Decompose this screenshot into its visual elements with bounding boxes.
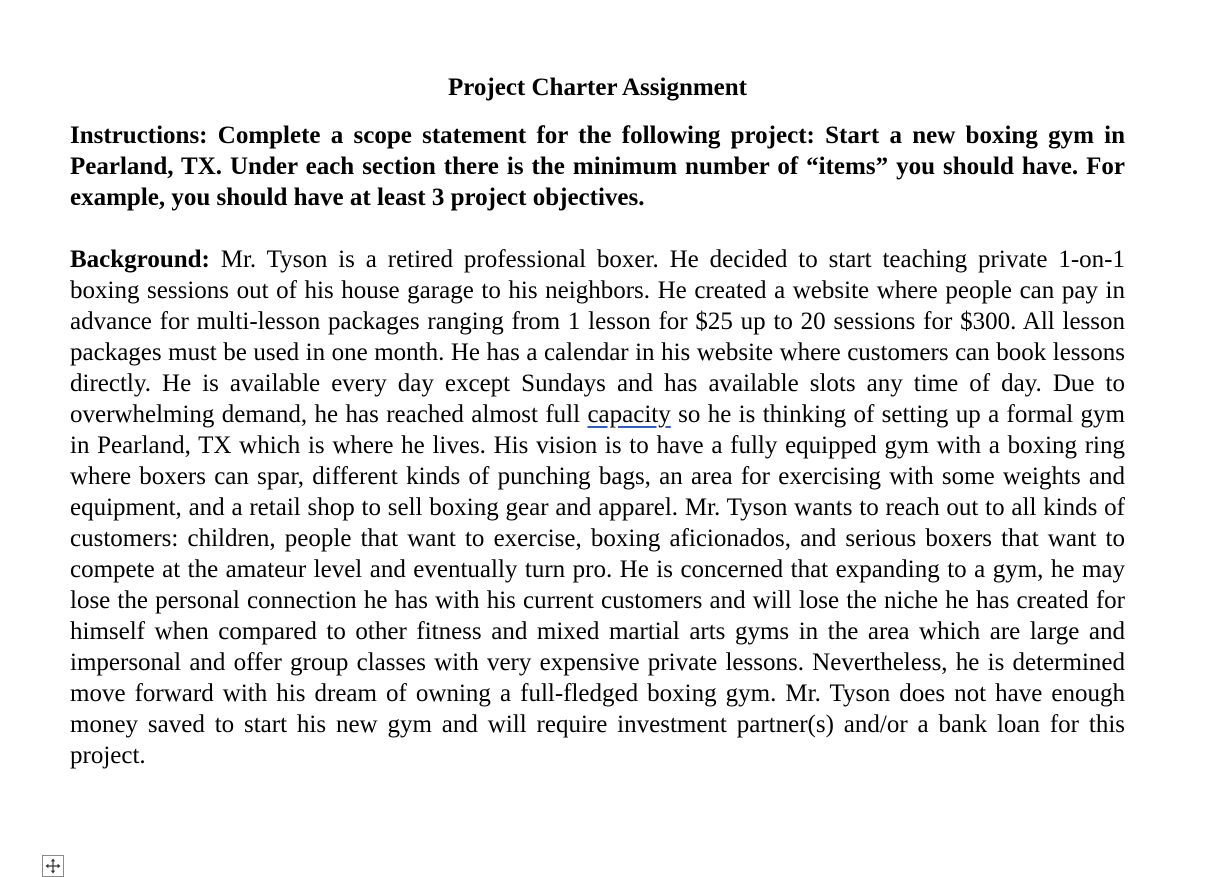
spellcheck-flagged-word[interactable]: capacity — [587, 401, 671, 428]
background-paragraph[interactable] — [70, 244, 1125, 771]
document-title: Project Charter Assignment — [447, 74, 747, 101]
background-label: Background: — [70, 246, 210, 273]
background-text-part-2: so he is thinking of setting up a formal gym in Pearland, TX which is where he lives. His vision is to have a fully equipped gym with a boxing ring where boxers can spar, different kinds of punching bags, an area for exercising with some weights and equipment, and a retail shop to sell boxing gear and apparel. Mr. Tyson wants to reach out to all kinds of customers: children, people that want to exercise, boxing aficionados, and serious boxers that want to compete at the amateur level and eventually turn pro. He is concerned that expanding to a gym, he may lose the personal connection he has with his current customers and will lose the niche he has created for himself when compared to other fitness and mixed martial arts gyms in the area which are large and impersonal and offer group classes with very expensive private lessons. Nevertheless, he is determined move forward with his dream of owning a full-fledged boxing gym. Mr. Tyson does not have enough money saved to start his new gym and will require investment partner(s) and/or a bank loan for this project. — [70, 401, 1125, 769]
table-move-handle[interactable] — [42, 855, 64, 877]
background-text-part-1: Mr. Tyson is a retired professional boxer. He decided to start teaching private 1-on-1 boxing sessions out of his house garage to his neighbors. He created a website where people can pay in advance for multi-lesson packages ranging from 1 lesson for $25 up to 20 sessions for $300. All lesson packages must be used in one month. He has a calendar in his website where customers can book lessons directly. He is available every day except Sundays and has available slots any time of day. Due to overwhelming demand, he has reached almost full — [70, 246, 1125, 428]
document-page — [70, 72, 1125, 771]
instructions-paragraph[interactable]: Instructions: Complete a scope statement for the following project: Start a new boxing gym in Pearland, TX. Under each section there is the minimum number of “items” you should have. For example, you should have at least 3 project objectives. — [70, 122, 1125, 211]
move-arrows-icon — [45, 858, 61, 874]
